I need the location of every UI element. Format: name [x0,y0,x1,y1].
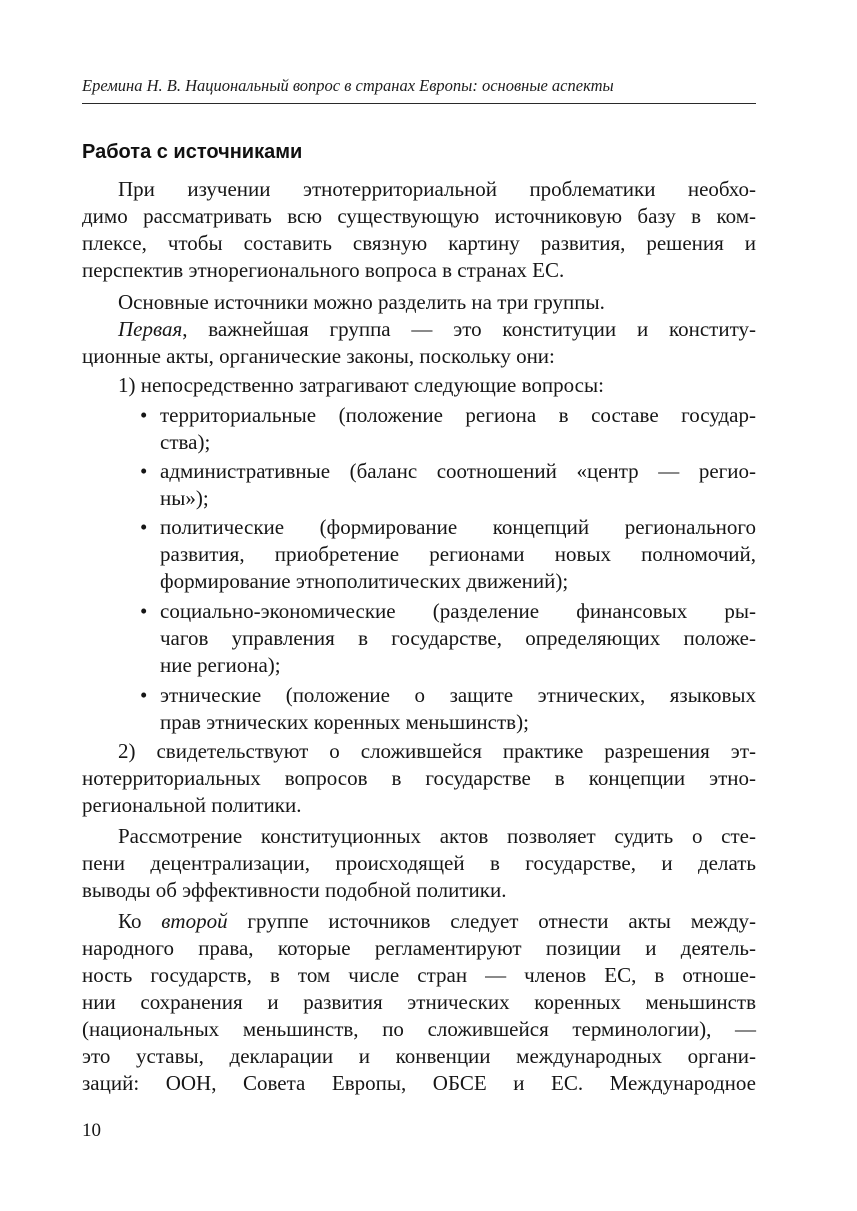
bullet-icon: • [140,515,148,539]
text-span: , важнейшая группа — это конституции и конститу- [182,317,756,341]
text-line: димо рассматривать всю существующую источниковую базу в ком- [82,204,756,228]
text-line: выводы об эффективности подобной политики. [82,878,507,902]
text-span: Ко [118,909,162,933]
text-line: Рассмотрение конституционных актов позволяет судить о сте- [118,824,756,848]
text-span: группе источников следует отнести акты между- [227,909,756,933]
bullet-line: ние региона); [160,653,281,677]
bullet-line: территориальные (положение региона в составе государ- [160,403,756,427]
emphasis-second: второй [161,909,228,933]
bullet-line: формирование этнополитических движений); [160,569,569,593]
text-line [118,908,756,935]
text-line: региональной политики. [82,793,302,817]
text-line: это уставы, декларации и конвенции международных органи- [82,1044,756,1068]
bullet-icon: • [140,403,148,427]
text-line: пени децентрализации, происходящей в государстве, и делать [82,851,756,875]
text-line: ционные акты, органические законы, поскольку они: [82,344,555,368]
list-item-1: 1) непосредственно затрагивают следующие вопросы: [118,373,604,397]
text-line: нотерриториальных вопросов в государстве в концепции этно- [82,766,756,790]
header-rule [82,103,756,104]
bullet-line: социально-экономические (разделение финансовых ры- [160,599,756,623]
bullet-line: этнические (положение о защите этнических, языковых [160,683,756,707]
list-item-2: 2) свидетельствуют о сложившейся практике разрешения эт- [118,739,756,763]
text-line: ность государств, в том числе стран — членов ЕС, в отноше- [82,963,756,987]
text-line: При изучении этнотерриториальной проблематики необхо- [118,177,756,201]
page-number: 10 [82,1120,101,1141]
text-line: (национальных меньшинств, по сложившейся терминологии), — [82,1017,756,1041]
bullet-line: ны»); [160,486,209,510]
bullet-line: развития, приобретение регионами новых полномочий, [160,542,756,566]
bullet-line: административные (баланс соотношений «центр — регио- [160,459,756,483]
bullet-line: политические (формирование концепций регионального [160,515,756,539]
text-line: перспектив этнорегионального вопроса в странах ЕС. [82,258,565,282]
bullet-icon: • [140,683,148,707]
text-line [118,316,756,343]
text-line: Основные источники можно разделить на три группы. [118,290,605,314]
bullet-icon: • [140,459,148,483]
text-line: нии сохранения и развития этнических коренных меньшинств [82,990,756,1014]
bullet-line: прав этнических коренных меньшинств); [160,710,529,734]
text-line: заций: ООН, Совета Европы, ОБСЕ и ЕС. Международное [82,1071,756,1095]
emphasis-first: Первая [118,317,183,341]
text-line: народного права, которые регламентируют позиции и деятель- [82,936,756,960]
text-line: плексе, чтобы составить связную картину развития, решения и [82,231,756,255]
section-title: Работа с источниками [82,141,303,163]
running-header: Еремина Н. В. Национальный вопрос в странах Европы: основные аспекты [82,76,614,95]
bullet-icon: • [140,599,148,623]
bullet-line: чагов управления в государстве, определяющих положе- [160,626,756,650]
bullet-line: ства); [160,430,211,454]
